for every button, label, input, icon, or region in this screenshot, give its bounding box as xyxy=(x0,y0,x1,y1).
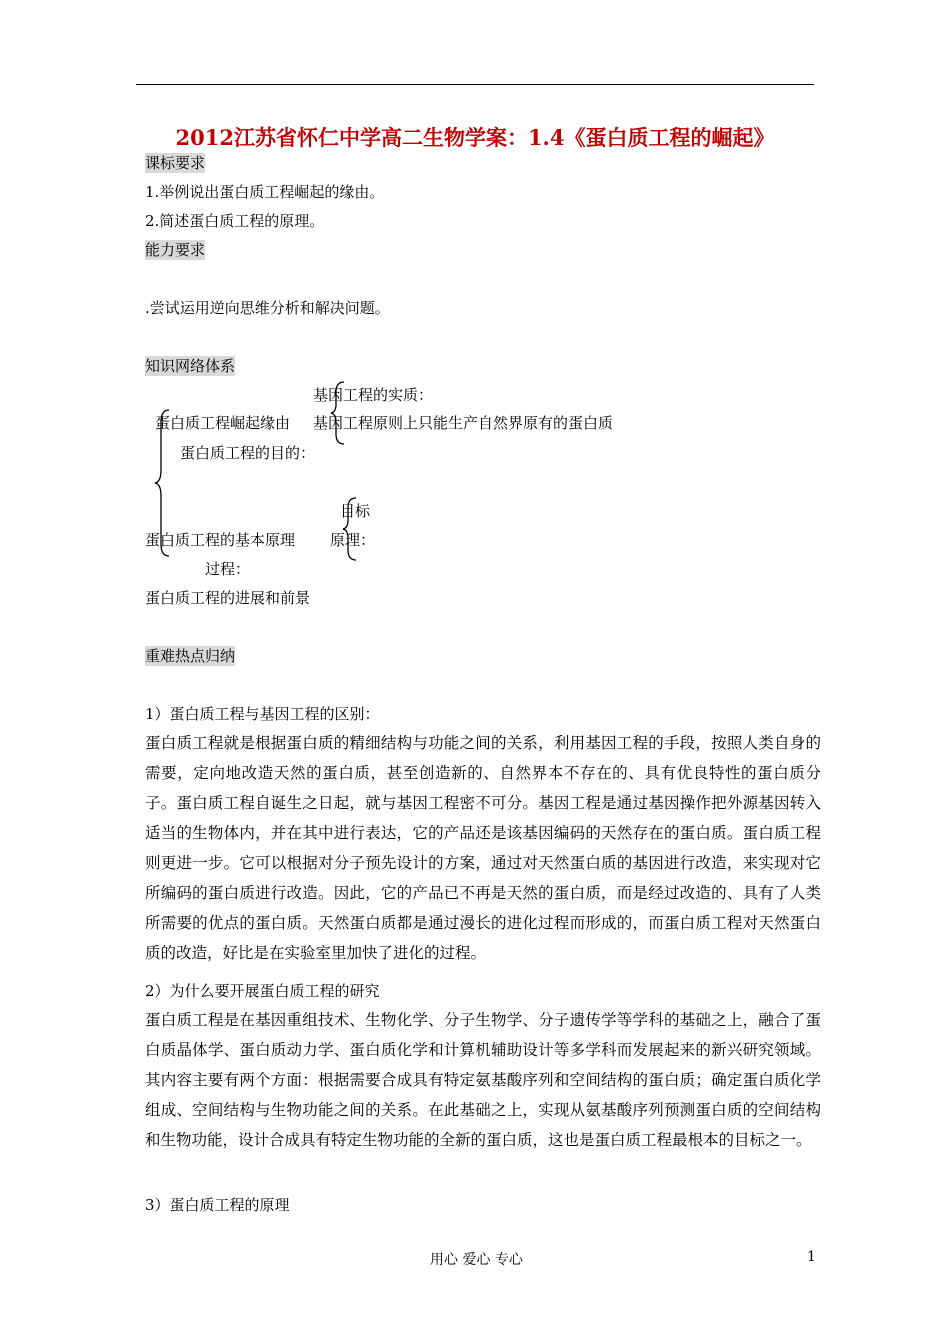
brace-basic-principle-icon xyxy=(342,496,362,562)
brace-rise-reason-icon xyxy=(330,380,350,446)
network-principle: 原理： xyxy=(330,531,376,549)
network-progress: 蛋白质工程的进展和前景 xyxy=(145,589,311,607)
network-basic-principle: 蛋白质工程的基本原理 xyxy=(145,531,296,549)
network-gene-essence: 基因工程的实质： xyxy=(313,386,434,404)
ability-item-1: .尝试运用逆向思维分析和解决问题。 xyxy=(145,299,390,317)
curriculum-item-2: 2.简述蛋白质工程的原理。 xyxy=(145,212,325,230)
key-points-heading: 重难热点归纳 xyxy=(145,647,236,665)
question-1: 1）蛋白质工程与基因工程的区别： xyxy=(145,705,380,723)
ability-heading: 能力要求 xyxy=(145,241,206,259)
network-purpose: 蛋白质工程的目的： xyxy=(180,444,316,462)
network-rise-reason: 蛋白质工程崛起缘由 xyxy=(155,414,291,432)
question-3: 3）蛋白质工程的原理 xyxy=(145,1196,290,1214)
page-number: 1 xyxy=(807,1249,816,1265)
network-process: 过程： xyxy=(205,560,251,578)
header-rule xyxy=(136,84,814,85)
document-title: 2012江苏省怀仁中学高二生物学案：1.4《蛋白质工程的崛起》 xyxy=(175,125,775,150)
question-2: 2）为什么要开展蛋白质工程的研究 xyxy=(145,982,380,1000)
network-target: 目标 xyxy=(340,502,371,520)
paragraph-1: 蛋白质工程就是根据蛋白质的精细结构与功能之间的关系，利用基因工程的手段，按照人类自身的需要，定向地改造天然的蛋白质，甚至创造新的、自然界本不存在的、具有优良特性的蛋白质分子。蛋白质工程自诞生之日起，就与基因工程密不可分。基因工程是通过基因操作把外源基因转入适当的生物体内，并在其中进行表达，它的产品还是该基因编码的天然存在的蛋白质。蛋白质工程则更进一步。它可以根据对分子预先设计的方案，通过对天然蛋白质的基因进行改造，来实现对它所编码的蛋白质进行改造。因此，它的产品已不再是天然的蛋白质，而是经过改造的、具有了人类所需要的优点的蛋白质。天然蛋白质都是通过漫长的进化过程而形成的，而蛋白质工程对天然蛋白质的改造，好比是在实验室里加快了进化的过程。 xyxy=(145,734,821,962)
curriculum-item-1: 1.举例说出蛋白质工程崛起的缘由。 xyxy=(145,183,385,201)
paragraph-2: 蛋白质工程是在基因重组技术、生物化学、分子生物学、分子遗传学等学科的基础之上，融合了蛋白质晶体学、蛋白质动力学、蛋白质化学和计算机辅助设计等多学科而发展起来的新兴研究领域。其内容主要有两个方面：根据需要合成具有特定氨基酸序列和空间结构的蛋白质；确定蛋白质化学组成、空间结构与生物功能之间的关系。在此基础之上，实现从氨基酸序列预测蛋白质的空间结构和生物功能，设计合成具有特定生物功能的全新的蛋白质，这也是蛋白质工程最根本的目标之一。 xyxy=(145,1011,821,1149)
network-gene-principle: 基因工程原则上只能生产自然界原有的蛋白质 xyxy=(313,414,614,432)
brace-main-icon xyxy=(153,408,175,558)
curriculum-heading: 课标要求 xyxy=(145,154,206,172)
network-heading: 知识网络体系 xyxy=(145,357,236,375)
footer-motto: 用心 爱心 专心 xyxy=(430,1252,523,1268)
